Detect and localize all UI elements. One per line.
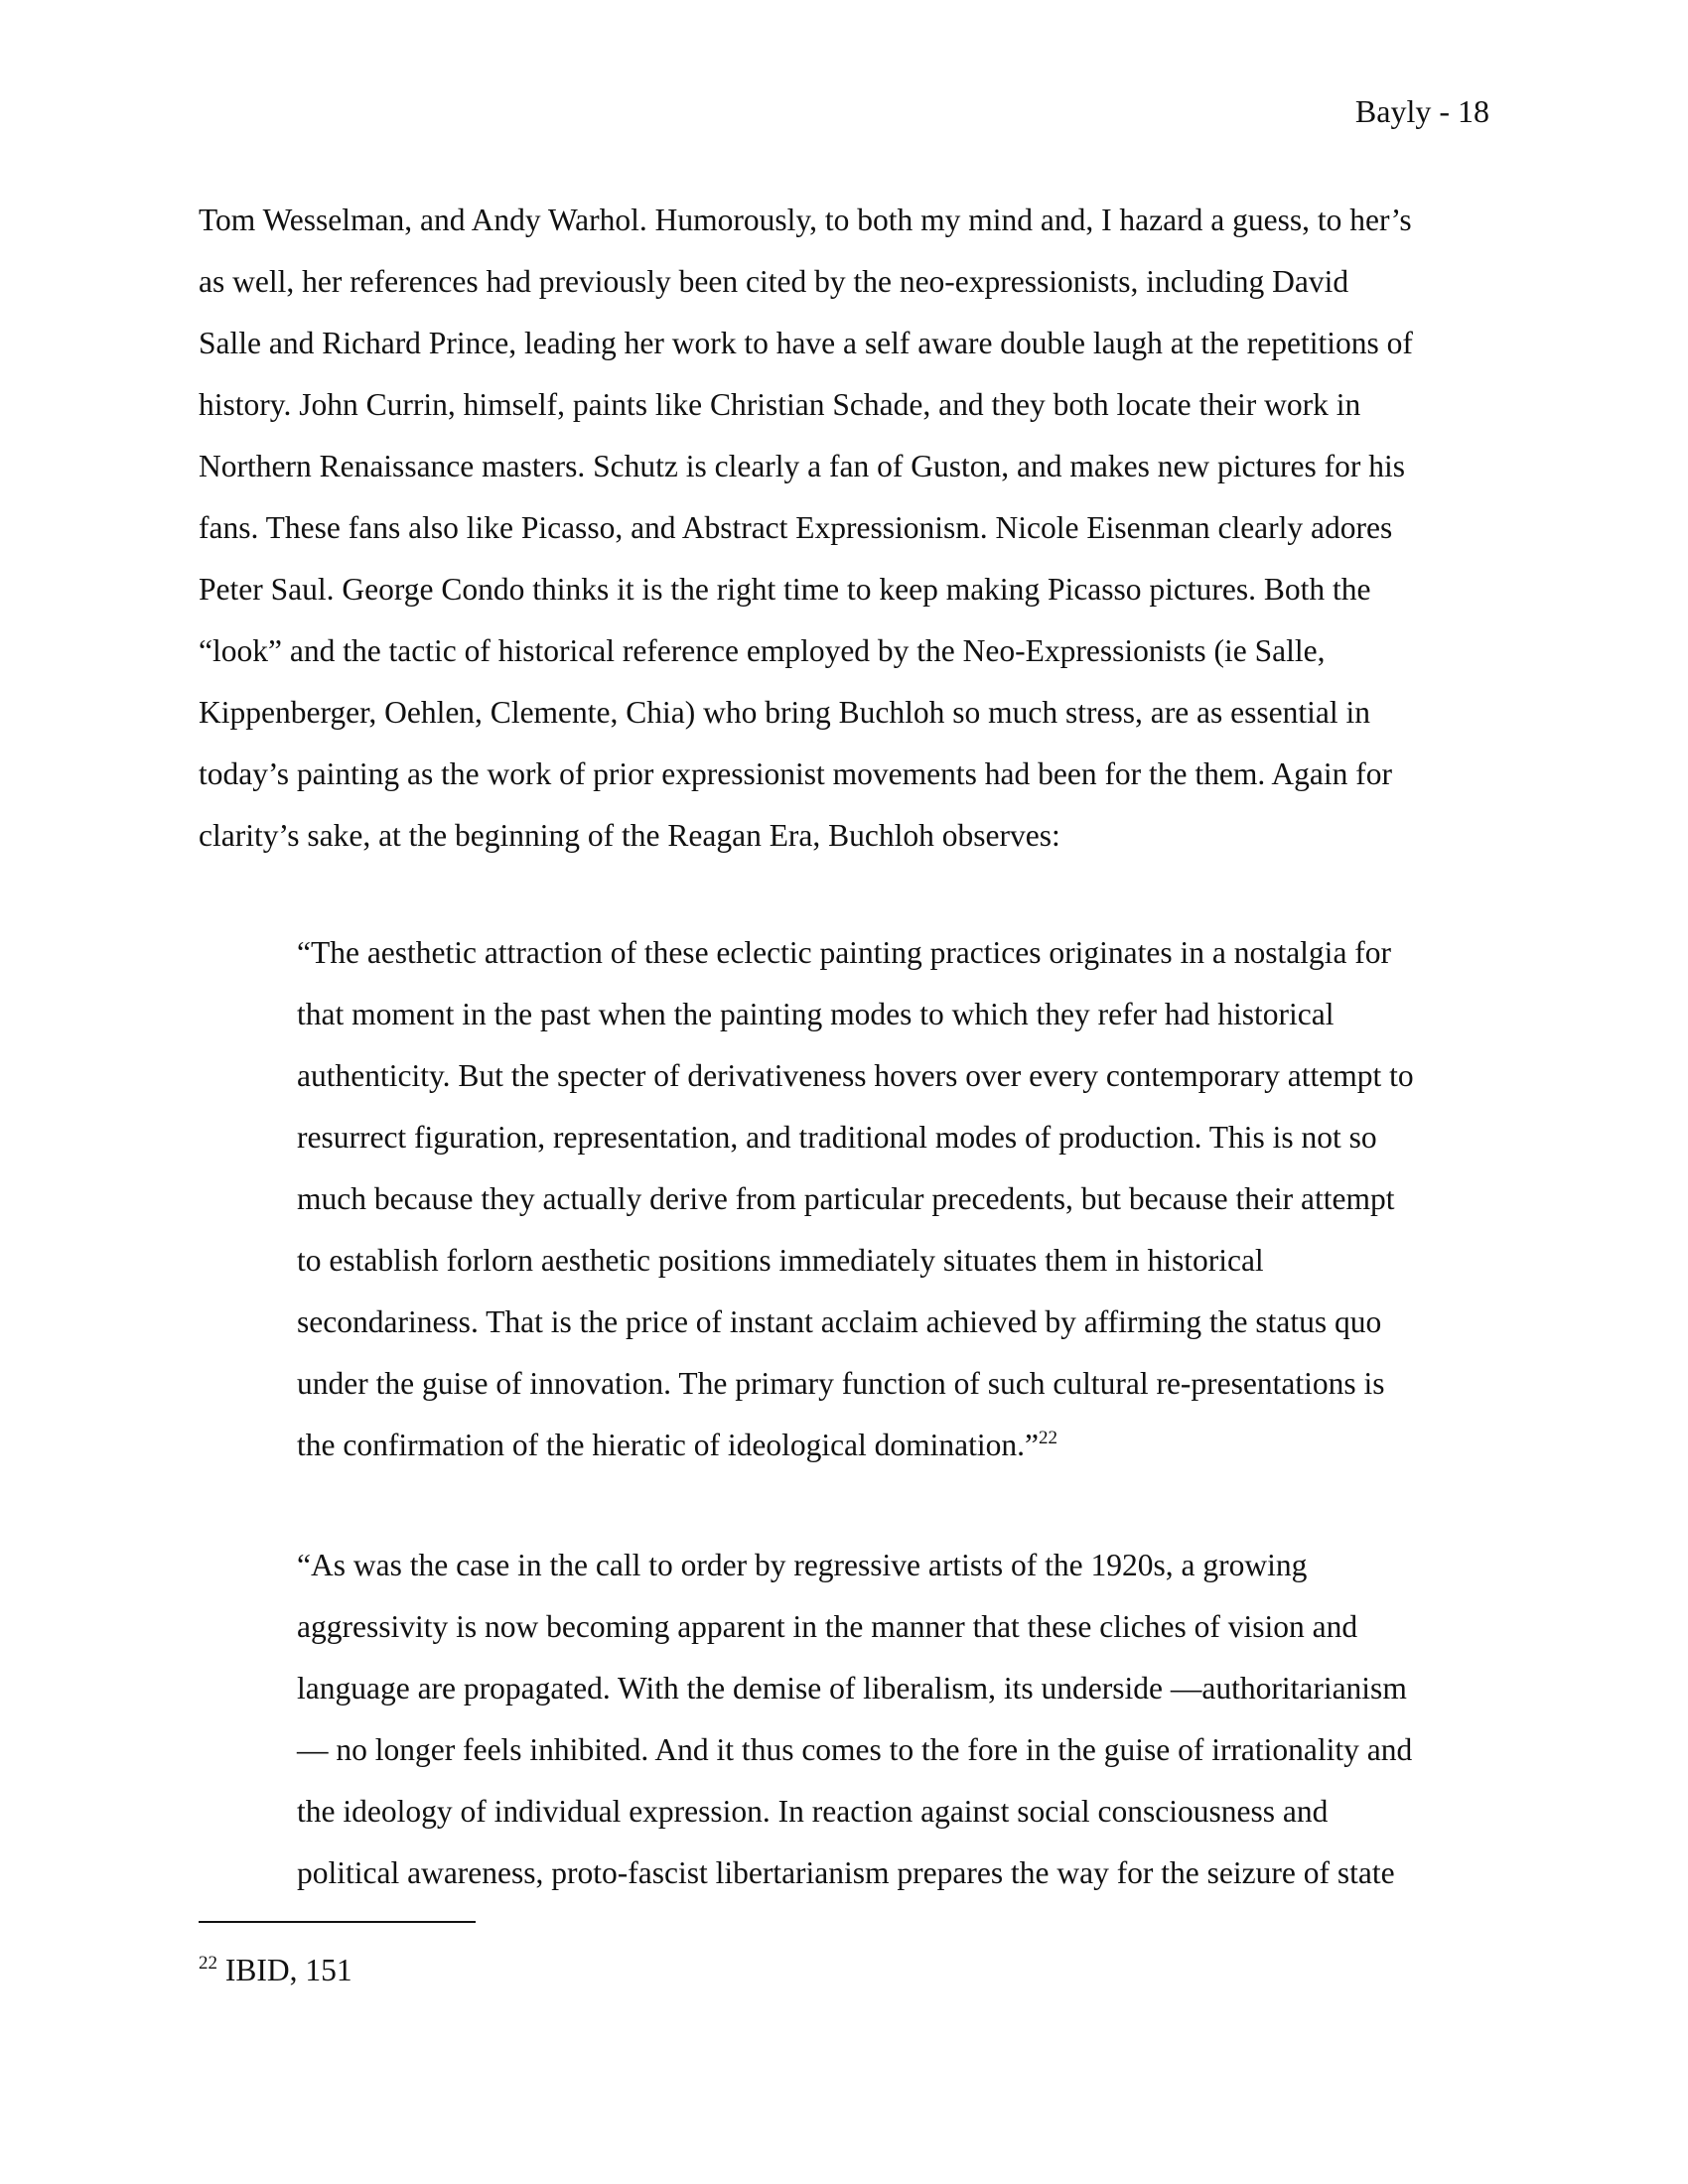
footnote-number: 22 xyxy=(199,1953,217,1974)
quote-last-text: the confirmation of the hieratic of ideological domination.” xyxy=(297,1428,1040,1462)
quote-line: secondariness. That is the price of instant acclaim achieved by affirming the status quo xyxy=(297,1304,1382,1339)
text-line: Tom Wesselman, and Andy Warhol. Humorously, to both my mind and, I hazard a guess, to her’s xyxy=(199,203,1412,237)
quote-line: authenticity. But the specter of derivativeness hovers over every contemporary attempt to xyxy=(297,1058,1414,1093)
quote-line: “The aesthetic attraction of these eclectic painting practices originates in a nostalgia for xyxy=(297,935,1392,970)
text-line: as well, her references had previously been cited by the neo-expressionists, including David xyxy=(199,264,1349,299)
text-line: fans. These fans also like Picasso, and Abstract Expressionism. Nicole Eisenman clearly adores xyxy=(199,510,1393,545)
text-line: Peter Saul. George Condo thinks it is the right time to keep making Picasso pictures. Both the xyxy=(199,572,1371,607)
footnote-text: IBID, 151 xyxy=(217,1953,352,1987)
quote-line: that moment in the past when the painting modes to which they refer had historical xyxy=(297,997,1335,1031)
text-line: Northern Renaissance masters. Schutz is clearly a fan of Guston, and makes new pictures for his xyxy=(199,449,1406,483)
footnote xyxy=(199,1951,352,1990)
text-line: clarity’s sake, at the beginning of the Reagan Era, Buchloh observes: xyxy=(199,818,1060,853)
footnote-reference[interactable]: 22 xyxy=(1039,1428,1058,1448)
text-line: history. John Currin, himself, paints like Christian Schade, and they both locate their work in xyxy=(199,387,1361,422)
text-line: Salle and Richard Prince, leading her work to have a self aware double laugh at the repetitions of xyxy=(199,326,1413,360)
quote-line: “As was the case in the call to order by regressive artists of the 1920s, a growing xyxy=(297,1548,1308,1582)
text-line: today’s painting as the work of prior expressionist movements had been for the them. Again for xyxy=(199,756,1392,791)
quote-line: under the guise of innovation. The primary function of such cultural re-presentations is xyxy=(297,1366,1385,1401)
text-line: “look” and the tactic of historical reference employed by the Neo-Expressionists (ie Salle, xyxy=(199,633,1326,668)
block-quote-1 xyxy=(297,933,1488,1487)
quote-line: — no longer feels inhibited. And it thus comes to the fore in the guise of irrationality and xyxy=(297,1732,1413,1767)
quote-line: the ideology of individual expression. In reaction against social consciousness and xyxy=(297,1794,1329,1829)
quote-line-last xyxy=(297,1426,1488,1487)
quote-line: aggressivity is now becoming apparent in the manner that these cliches of vision and xyxy=(297,1609,1358,1644)
quote-line: resurrect figuration, representation, and traditional modes of production. This is not so xyxy=(297,1120,1377,1155)
running-head: Bayly - 18 xyxy=(1354,93,1489,129)
footnote-separator xyxy=(199,1921,476,1923)
quote-line: language are propagated. With the demise of liberalism, its underside —authoritarianism xyxy=(297,1671,1407,1706)
main-paragraph xyxy=(199,201,1489,878)
block-quote-2 xyxy=(297,1546,1488,1915)
quote-line: much because they actually derive from particular precedents, but because their attempt xyxy=(297,1181,1395,1216)
text-line: Kippenberger, Oehlen, Clemente, Chia) who bring Buchloh so much stress, are as essential in xyxy=(199,695,1371,730)
quote-line: political awareness, proto-fascist libertarianism prepares the way for the seizure of state xyxy=(297,1855,1395,1890)
quote-line: to establish forlorn aesthetic positions immediately situates them in historical xyxy=(297,1243,1264,1278)
